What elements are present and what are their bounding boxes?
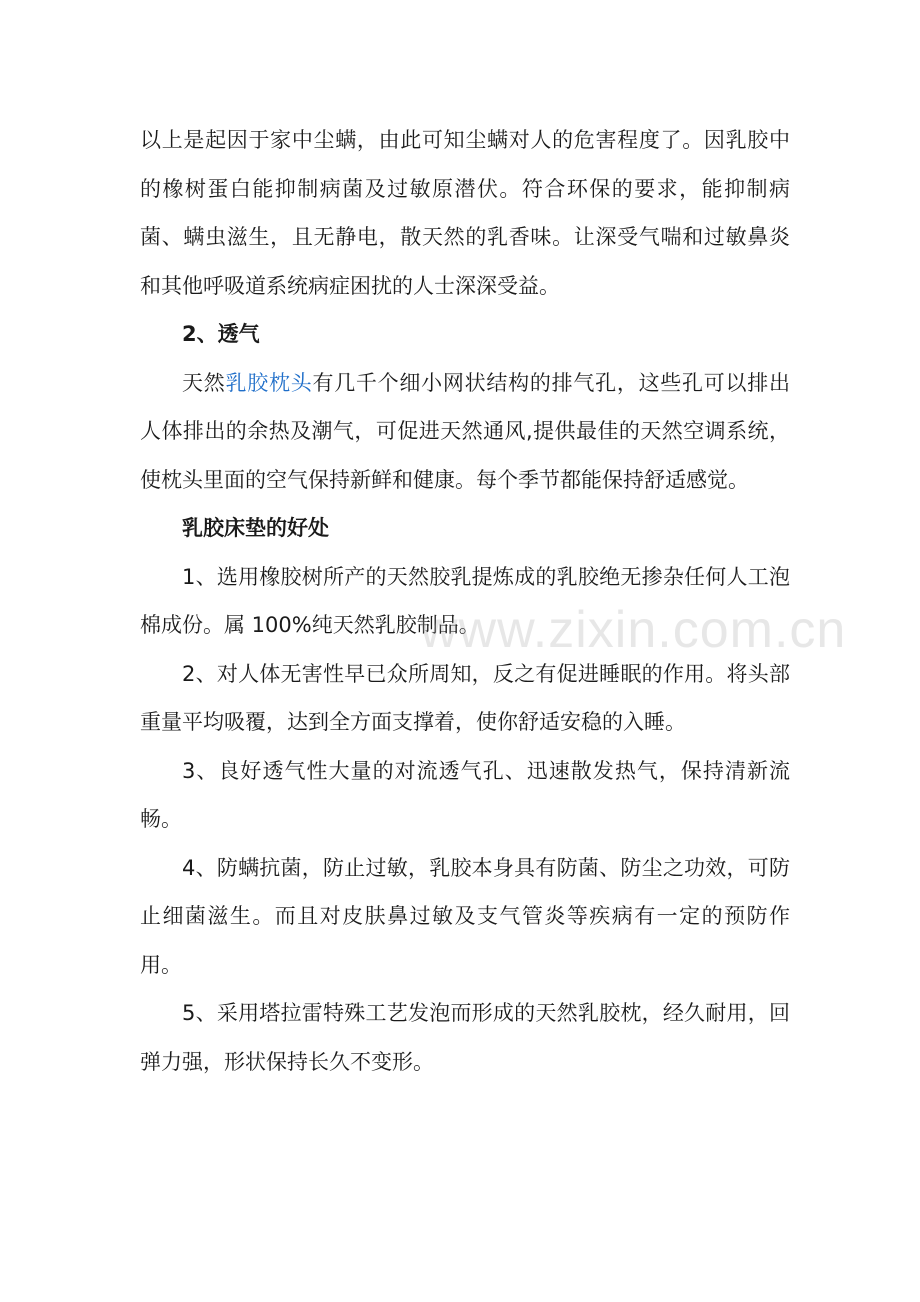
benefit-item-3: 3、良好透气性大量的对流透气孔、迅速散发热气，保持清新流畅。 [140,758,790,831]
paragraph-dust-mites: 以上是起因于家中尘螨，由此可知尘螨对人的危害程度了。因乳胶中的橡树蛋白能抑制病菌及过敏原潜伏。符合环保的要求，能抑制病菌、螨虫滋生，且无静电，散天然的乳香味。让深受气喘和过敏鼻炎和其他呼吸道系统病症困扰的人士深深受益。 [140,128,790,298]
document-body [140,116,790,1086]
paragraph-breathable-prefix: 天然 [182,370,226,395]
watermark: www.zixin.com.cn [420,601,847,659]
paragraph-breathable [140,359,790,505]
paragraph-breathable-rest: 有几千个细小网状结构的排气孔，这些孔可以排出人体排出的余热及潮气，可促进天然通风,提供最佳的天然空调系统，使枕头里面的空气保持新鲜和健康。每个季节都能保持舒适感觉。 [140,370,791,492]
benefit-item-5: 5、采用塔拉雷特殊工艺发泡而形成的天然乳胶枕，经久耐用，回弹力强，形状保持长久不变形。 [140,1001,790,1074]
latex-pillow-link[interactable]: 乳胶枕头 [225,370,313,395]
benefit-item-4: 4、防螨抗菌，防止过敏，乳胶本身具有防菌、防尘之功效，可防止细菌滋生。而且对皮肤鼻过敏及支气管炎等疾病有一定的预防作用。 [140,855,790,977]
heading-mattress-benefits: 乳胶床垫的好处 [182,516,329,540]
benefit-item-1: 1、选用橡胶树所产的天然胶乳提炼成的乳胶绝无掺杂任何人工泡棉成份。属 100%纯天然乳胶制品。 [140,564,790,637]
heading-breathable: 2、透气 [182,322,260,346]
benefit-item-2: 2、对人体无害性早已众所周知，反之有促进睡眠的作用。将头部重量平均吸覆，达到全方面支撑着，使你舒适安稳的入睡。 [140,661,790,734]
